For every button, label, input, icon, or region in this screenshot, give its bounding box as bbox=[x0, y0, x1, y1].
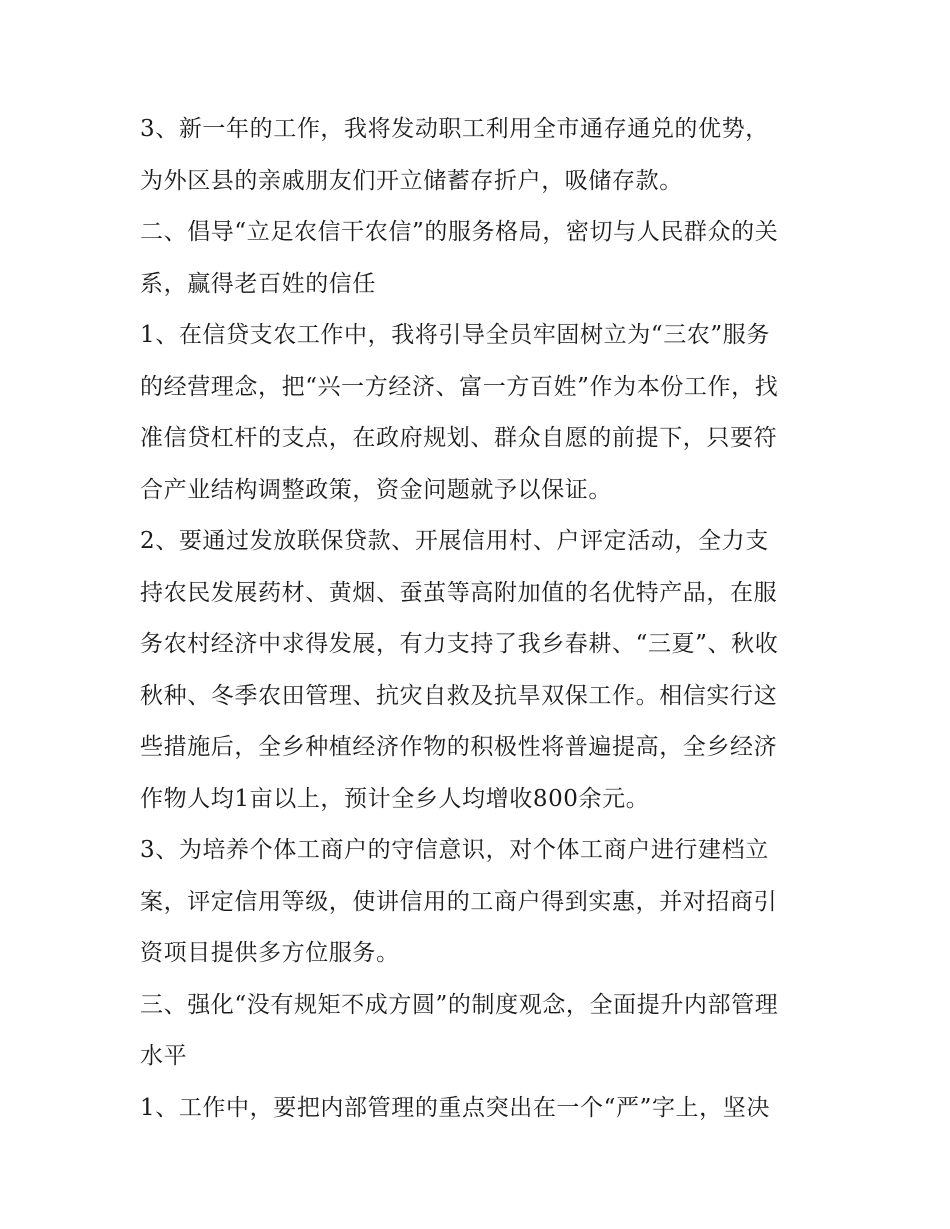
section-heading-line: 二、倡导“立足农信干农信”的服务格局，密切与人民群众的关 bbox=[140, 219, 779, 245]
text-line: 的经营理念，把“兴一方经济、富一方百姓”作为本份工作，找 bbox=[140, 373, 779, 400]
text-line: 准信贷杠杆的支点，在政府规划、群众自愿的前提下，只要符 bbox=[140, 425, 778, 451]
text-line: 持农民发展药材、黄烟、蚕茧等高附加值的名优特产品，在服 bbox=[140, 579, 778, 606]
section-heading-line: 系，赢得老百姓的信任 bbox=[140, 270, 376, 297]
section-heading-line: 三、强化“没有规矩不成方圆”的制度观念，全面提升内部管理 bbox=[140, 991, 779, 1018]
text-line: 些措施后，全乡种植经济作物的积极性将普遍提高，全乡经济 bbox=[140, 734, 778, 760]
text-line: 1、工作中，要把内部管理的重点突出在一个“严”字上，坚决 bbox=[140, 1094, 770, 1121]
text-line: 3、为培养个体工商户的守信意识，对个体工商户进行建档立 bbox=[140, 837, 769, 863]
text-line: 3、新一年的工作，我将发动职工利用全市通存通兑的优势， bbox=[140, 116, 769, 142]
text-line: 1、在信贷支农工作中，我将引导全员牢固树立为“三农”服务 bbox=[140, 322, 770, 348]
text-line: 作物人均1亩以上，预计全乡人均增收800余元。 bbox=[140, 785, 650, 812]
text-line: 案，评定信用等级，使讲信用的工商户得到实惠，并对招商引 bbox=[140, 888, 778, 915]
text-line: 务农村经济中求得发展，有力支持了我乡春耕、“三夏”、秋收 bbox=[140, 631, 779, 657]
text-line: 合产业结构调整政策，资金问题就予以保证。 bbox=[140, 476, 612, 503]
text-line: 秋种、冬季农田管理、抗灾自救及抗旱双保工作。相信实行这 bbox=[140, 682, 778, 709]
document-body bbox=[140, 104, 820, 1134]
text-line: 资项目提供多方位服务。 bbox=[140, 940, 400, 966]
text-line: 2、要通过发放联保贷款、开展信用村、户评定活动，全力支 bbox=[140, 528, 769, 554]
text-line: 为外区县的亲戚朋友们开立储蓄存折户，吸储存款。 bbox=[140, 167, 683, 194]
section-heading-line: 水平 bbox=[140, 1043, 188, 1069]
